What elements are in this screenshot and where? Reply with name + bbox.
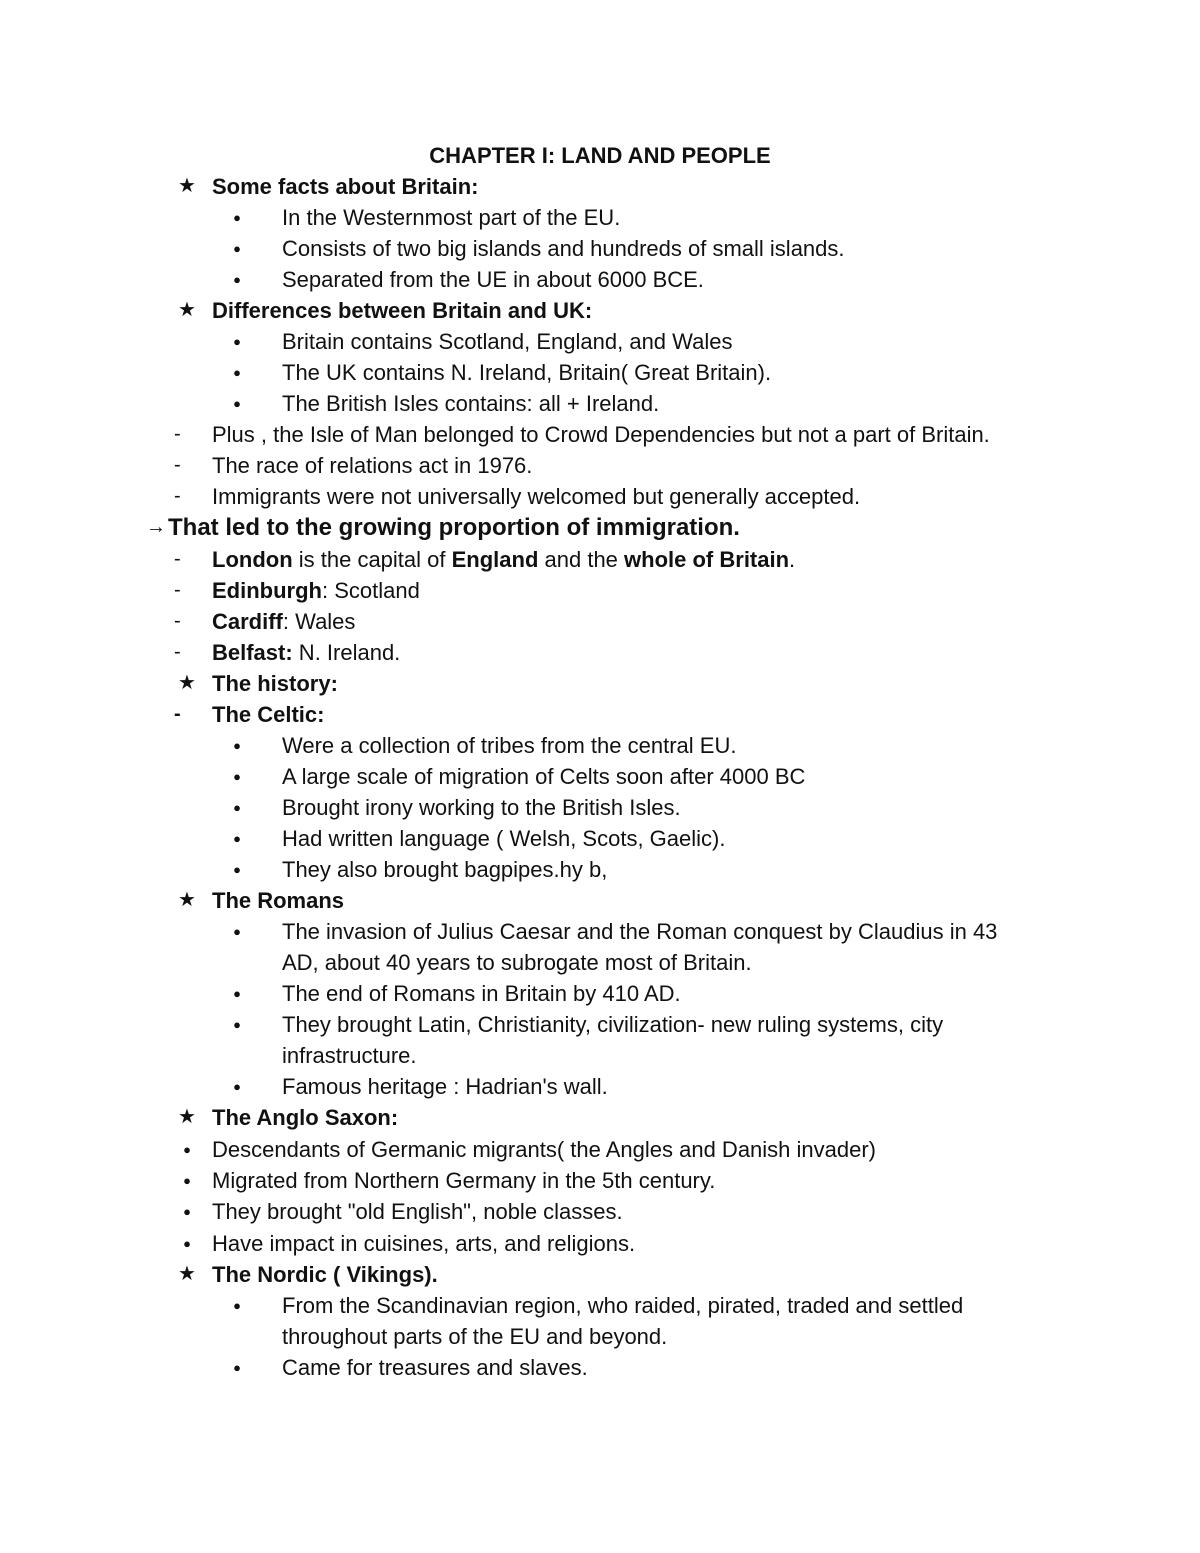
bullet-icon: ● [233, 241, 241, 256]
bullet-icon: ● [183, 1142, 191, 1157]
page-title: CHAPTER I: LAND AND PEOPLE [429, 143, 771, 168]
star-icon: ★ [178, 299, 196, 321]
bullet-icon: ● [233, 769, 241, 784]
dash-icon: - [174, 579, 181, 601]
document-page: CHAPTER I: LAND AND PEOPLE ★ Some facts about Britain: ● In the Westernmost part of the EU. ● Consists of two big islands and hundreds of small islands. ● Separated from the UE in about 6000 BCE. ★ Differences between Britain and UK: ● Britain contains Scotland, England, and Wales ● The UK contains N. Ireland, Britain( Great Britain). ● The British Isles contains: all + Ireland. - Plus , the Isle of Man belonged to Crowd Dependencies but not a part of Britain. - The race of relations act in 1976. - Immigrants were not universally welcomed but generally accepted. → That led to the growing proportion of immigration. - London is the capital of England and the whole of Britain. - Edinburgh: Scotland - Cardiff: Wales - Belfast: N. Ireland. ★ The history: - The Celtic: ● Were a collection of tribes from the central EU. ● A large scale of migration of Celts soon after 4000 BC ● Brought irony working to the British Isles. ● Had written language ( Welsh, Scots, Gaelic). ● They also brought bagpipes.hy b, ★ The Romans ● The invasion of Julius Caesar and the Roman conquest by Claudius in 43 AD, about 40 years to subrogate most of Britain. ● The end of Romans in Britain by 410 AD. ● They brought Latin, Christianity, civilization- new ruling systems, city infrastructure. ● Famous heritage : Hadrian's wall. ★ The Anglo Saxon: ● Descendants of Germanic migrants( the Angles and Danish invader) ● Migrated from Northern Germany in the 5th century. ● They brought "old English", noble classes. ● Have impact in cuisines, arts, and religions. ★ The Nordic ( Vikings). ● From the Scandinavian region, who raided, pirated, traded and settled throughout parts of the EU and beyond. ● Came for treasures and slaves. [0, 0, 1200, 1553]
star-icon: ★ [178, 1263, 196, 1285]
bullet-icon: ● [233, 1079, 241, 1094]
arrow-right-icon: → [146, 516, 166, 538]
star-icon: ★ [178, 889, 196, 911]
bullet-icon: ● [233, 986, 241, 1001]
bullet-icon: ● [183, 1204, 191, 1219]
dash-icon: - [174, 485, 181, 507]
bullet-icon: ● [233, 1017, 241, 1032]
bullet-icon: ● [233, 862, 241, 877]
dash-icon: - [174, 703, 181, 725]
dash-icon: - [174, 641, 181, 663]
dash-icon: - [174, 548, 181, 570]
bullet-icon: ● [183, 1173, 191, 1188]
bullet-icon: ● [233, 831, 241, 846]
bullet-icon: ● [233, 272, 241, 287]
star-icon: ★ [178, 672, 196, 694]
bullet-icon: ● [233, 1298, 241, 1313]
bullet-icon: ● [233, 365, 241, 380]
dash-icon: - [174, 423, 181, 445]
bullet-icon: ● [183, 1236, 191, 1251]
bullet-icon: ● [233, 210, 241, 225]
star-icon: ★ [178, 175, 196, 197]
bullet-icon: ● [233, 1360, 241, 1375]
dash-icon: - [174, 454, 181, 476]
star-icon: ★ [178, 1106, 196, 1128]
dash-icon: - [174, 610, 181, 632]
bullet-icon: ● [233, 800, 241, 815]
bullet-icon: ● [233, 396, 241, 411]
bullet-icon: ● [233, 924, 241, 939]
bullet-icon: ● [233, 738, 241, 753]
bullet-icon: ● [233, 334, 241, 349]
